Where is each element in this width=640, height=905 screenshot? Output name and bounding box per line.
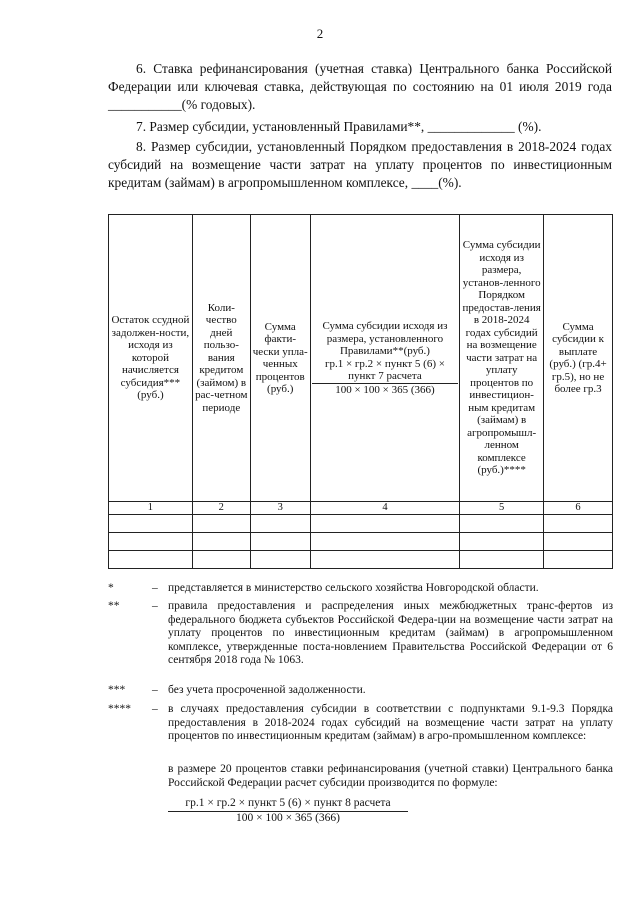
table-cell: [250, 533, 310, 551]
table-cell: [250, 515, 310, 533]
table-cell: [109, 551, 193, 569]
table-cell: [192, 551, 250, 569]
col-number: 2: [192, 502, 250, 515]
subsidy-formula-numerator: гр.1 × гр.2 × пункт 5 (6) × пункт 8 расчета: [168, 797, 408, 812]
subsidy-formula-intro: в размере 20 процентов ставки рефинансирования (учетной ставки) Центрального банка Российской Федерации расчет субсидии производится по формуле:: [168, 763, 613, 789]
table-cell: [192, 533, 250, 551]
table-cell: [109, 533, 193, 551]
table-cell: [544, 533, 613, 551]
subsidy-table: [108, 214, 613, 569]
footnote-text: в случаях предоставления субсидии в соответствии с подпунктами 9.1-9.3 Порядка предоставления в 2018-2024 годах субсидий на возмещение части затрат на уплату процентов по инвестиционным кредитам (займам) в агро-промышленном комплексе:: [168, 703, 613, 742]
table-cell: [460, 551, 544, 569]
footnote-mark: ****: [108, 703, 131, 715]
table-cell: [109, 515, 193, 533]
col-number: 4: [310, 502, 460, 515]
table-cell: [310, 533, 460, 551]
table-number-row: [109, 502, 613, 515]
header-col-4: [310, 215, 460, 502]
header-col-5: Сумма субсидии исходя из размера, установ-ленного Порядком предостав-ления в 2018-2024 годах субсидий на возмещение части затрат на уплату процентов по инвестицион-ным кредитам (займам) в агропромышл-ленном комплексе (руб.)****: [460, 215, 544, 502]
subsidy-formula: [168, 797, 408, 825]
table-cell: [544, 551, 613, 569]
header-col-3: Сумма факти-чески упла-ченных процентов (руб.): [250, 215, 310, 502]
table-row: [109, 515, 613, 533]
footnote-text: правила предоставления и распределения иных межбюджетных транс-фертов из федерального бюджета субъектов Российской Федера-ции на возмещение части затрат на уплату процентов по инвестиционным кредитам (займам) в агропромышленном комплексе, утвержденные поста-новлением Правительства Российской Федерации от 6 сентября 2018 года № 1063.: [168, 600, 613, 666]
table-cell: [460, 515, 544, 533]
paragraph-8: 8. Размер субсидии, установленный Порядком предоставления в 2018-2024 годах субсидий на возмещение части затрат на уплату процентов по инвестиционным кредитам (займам) в агропромышленном комплексе, ____(%).: [108, 139, 612, 190]
table-cell: [310, 551, 460, 569]
col-4-formula-numerator: гр.1 × гр.2 × пункт 5 (6) × пункт 7 расчета: [312, 358, 459, 384]
col-number: 6: [544, 502, 613, 515]
table-cell: [460, 533, 544, 551]
table-cell: [544, 515, 613, 533]
paragraph-6: 6. Ставка рефинансирования (учетная ставка) Центрального банка Российской Федерации или ключевая ставка, действующая по состоянию на 01 июля 2019 года ___________(% годовых).: [108, 61, 612, 112]
table-row: [109, 551, 613, 569]
col-number: 1: [109, 502, 193, 515]
paragraph-7: 7. Размер субсидии, установленный Правилами**, _____________ (%).: [136, 119, 542, 134]
header-col-4-label: Сумма субсидии исходя из размера, установленного Правилами**(руб.): [322, 320, 448, 357]
col-4-formula-denominator: 100 × 100 × 365 (366): [335, 383, 435, 396]
footnote-dash: –: [152, 600, 158, 612]
footnote-dash: –: [152, 703, 158, 715]
header-col-1: Остаток ссудной задолжен-ности, исходя из которой начисляется субсидия*** (руб.): [109, 215, 193, 502]
footnote-mark: *: [108, 582, 114, 594]
footnote-text: представляется в министерство сельского хозяйства Новгородской области.: [168, 582, 539, 594]
table-row: [109, 533, 613, 551]
table-cell: [192, 515, 250, 533]
col-4-formula: [312, 358, 459, 397]
header-col-2: Коли-чество дней пользо-вания кредитом (займом) в рас-четном периоде: [192, 215, 250, 502]
table-header-row: [109, 215, 613, 502]
subsidy-formula-denominator: 100 × 100 × 365 (366): [235, 811, 340, 824]
footnote-mark: **: [108, 600, 120, 612]
col-number: 5: [460, 502, 544, 515]
footnote-mark: ***: [108, 684, 126, 696]
footnote-dash: –: [152, 684, 158, 696]
table-cell: [250, 551, 310, 569]
col-number: 3: [250, 502, 310, 515]
header-col-6: Сумма субсидии к выплате (руб.) (гр.4+ гр.5), но не более гр.3: [544, 215, 613, 502]
table-cell: [310, 515, 460, 533]
page-number: 2: [316, 26, 324, 41]
footnote-text: без учета просроченной задолженности.: [168, 684, 366, 696]
footnote-dash: –: [152, 582, 158, 594]
